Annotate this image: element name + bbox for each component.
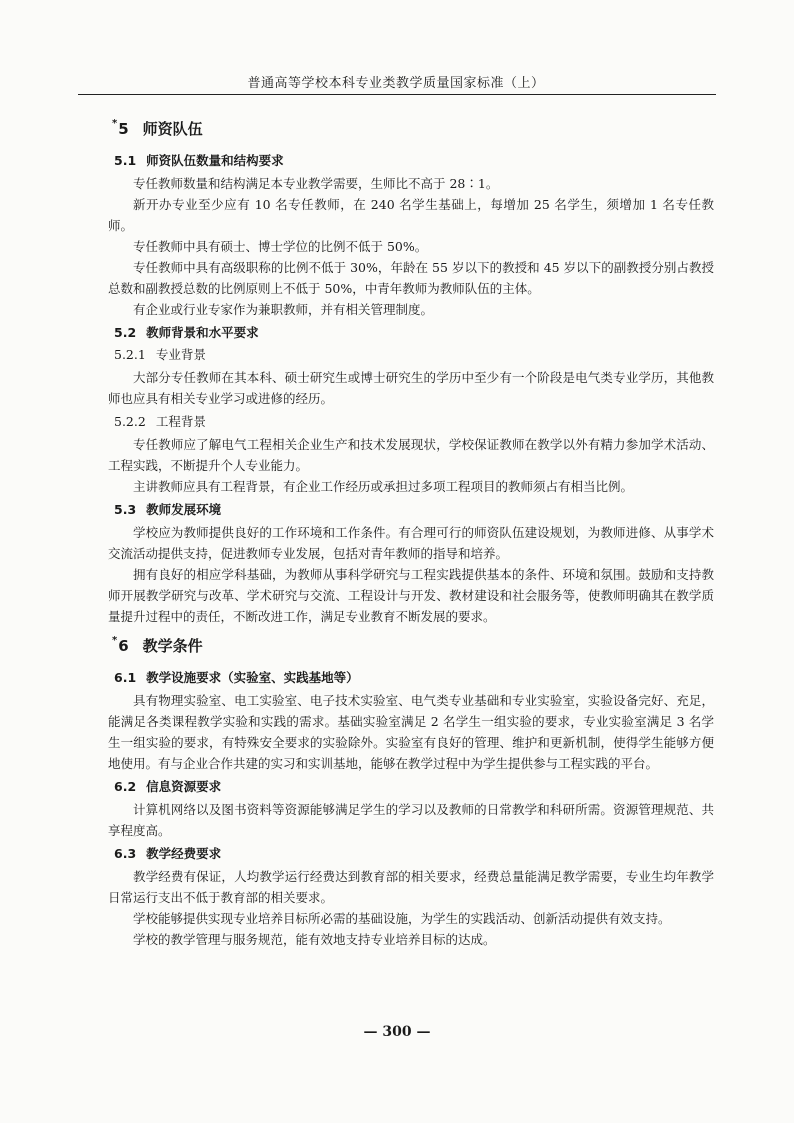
subsection-number: 5.2 (114, 325, 137, 340)
running-header: 普通高等学校本科专业类教学质量国家标准（上） (247, 76, 545, 91)
subsection-6-2-heading (114, 777, 714, 795)
header-rule (78, 94, 716, 95)
section-5-heading (112, 118, 714, 139)
asterisk-mark: * (112, 118, 118, 129)
page-number: — 300 — (363, 1024, 431, 1040)
subsection-number: 5.1 (114, 153, 137, 168)
paragraph: 拥有良好的相应学科基础，为教师从事科学研究与工程实践提供基本的条件、环境和氛围。鼓励和支持教师开展教学研究与改革、学术研究与交流、工程设计与开发、教材建设和社会服务等，使教师明确其在教学质量提升过程中的责任，不断改进工作，满足专业教育不断发展的要求。 (108, 567, 714, 624)
paragraph: 大部分专任教师在其本科、硕士研究生或博士研究生的学历中至少有一个阶段是电气类专业学历，其他教师也应具有相关专业学习或进修的经历。 (108, 370, 714, 406)
subsection-6-3-heading (114, 844, 714, 862)
page-body (108, 118, 714, 950)
subsection-5-2-2-heading (114, 412, 714, 430)
subsection-title: 工程背景 (155, 414, 206, 429)
paragraph: 有企业或行业专家作为兼职教师，并有相关管理制度。 (133, 302, 434, 317)
subsection-5-1-heading (114, 151, 714, 169)
subsection-title: 师资队伍数量和结构要求 (146, 153, 284, 168)
paragraph: 具有物理实验室、电工实验室、电子技术实验室、电气类专业基础和专业实验室，实验设备完好、充足，能满足各类课程教学实验和实践的需求。基础实验室满足 2 名学生一组实验的要求，专业实验室满足 3 名学生一组实验的要求，有特殊安全要求的实验除外。实验室有良好的管理、维护和更新机制，使得学生能够方便地使用。有与企业合作共建的实习和实训基地，能够在教学过程中为学生提供参与工程实践的平台。 (108, 693, 714, 771)
subsection-title: 教学经费要求 (146, 846, 222, 861)
paragraph: 专任教师中具有高级职称的比例不低于 30%，年龄在 55 岁以下的教授和 45 岁以下的副教授分别占教授总数和副教授总数的比例原则上不低于 50%，中青年教师为教师队伍的主体。 (108, 260, 714, 296)
subsection-5-2-heading (114, 323, 714, 341)
subsection-title: 信息资源要求 (146, 779, 222, 794)
subsection-number: 6.3 (114, 846, 137, 861)
paragraph: 专任教师数量和结构满足本专业教学需要，生师比不高于 28∶1。 (133, 176, 499, 191)
section-gap (108, 627, 714, 635)
subsection-title: 教学设施要求（实验室、实践基地等） (146, 670, 359, 685)
paragraph: 学校能够提供实现专业培养目标所必需的基础设施，为学生的实践活动、创新活动提供有效支持。 (133, 911, 671, 926)
paragraph: 主讲教师应具有工程背景，有企业工作经历或承担过多项工程项目的教师须占有相当比例。 (133, 479, 634, 494)
section-number: 5 (118, 120, 129, 138)
paragraph: 教学经费有保证，人均教学运行经费达到教育部的相关要求，经费总量能满足教学需要，专业生均年教学日常运行支出不低于教育部的相关要求。 (108, 869, 714, 905)
subsection-5-2-1-heading (114, 345, 714, 363)
subsection-number: 6.2 (114, 779, 137, 794)
section-6-heading (112, 635, 714, 656)
paragraph: 专任教师应了解电气工程相关企业生产和技术发展现状，学校保证教师在教学以外有精力参加学术活动、工程实践，不断提升个人专业能力。 (108, 437, 714, 473)
subsection-number: 5.3 (114, 502, 137, 517)
section-number: 6 (118, 637, 129, 655)
paragraph: 专任教师中具有硕士、博士学位的比例不低于 50%。 (133, 239, 428, 254)
paragraph: 学校应为教师提供良好的工作环境和工作条件。有合理可行的师资队伍建设规划，为教师进修、从事学术交流活动提供支持，促进教师专业发展，包括对青年教师的指导和培养。 (108, 525, 714, 561)
subsection-title: 教师发展环境 (146, 502, 222, 517)
paragraph: 新开办专业至少应有 10 名专任教师，在 240 名学生基础上，每增加 25 名学生，须增加 1 名专任教师。 (108, 197, 714, 233)
asterisk-mark: * (112, 635, 118, 646)
subsection-number: 5.2.1 (114, 347, 146, 362)
subsection-number: 5.2.2 (114, 414, 146, 429)
subsection-title: 专业背景 (155, 347, 206, 362)
subsection-title: 教师背景和水平要求 (146, 325, 259, 340)
subsection-number: 6.1 (114, 670, 137, 685)
section-title: 师资队伍 (142, 120, 203, 138)
subsection-6-1-heading (114, 668, 714, 686)
section-title: 教学条件 (142, 637, 203, 655)
paragraph: 计算机网络以及图书资料等资源能够满足学生的学习以及教师的日常教学和科研所需。资源管理规范、共享程度高。 (108, 802, 714, 838)
subsection-5-3-heading (114, 500, 714, 518)
paragraph: 学校的教学管理与服务规范，能有效地支持专业培养目标的达成。 (133, 932, 496, 947)
